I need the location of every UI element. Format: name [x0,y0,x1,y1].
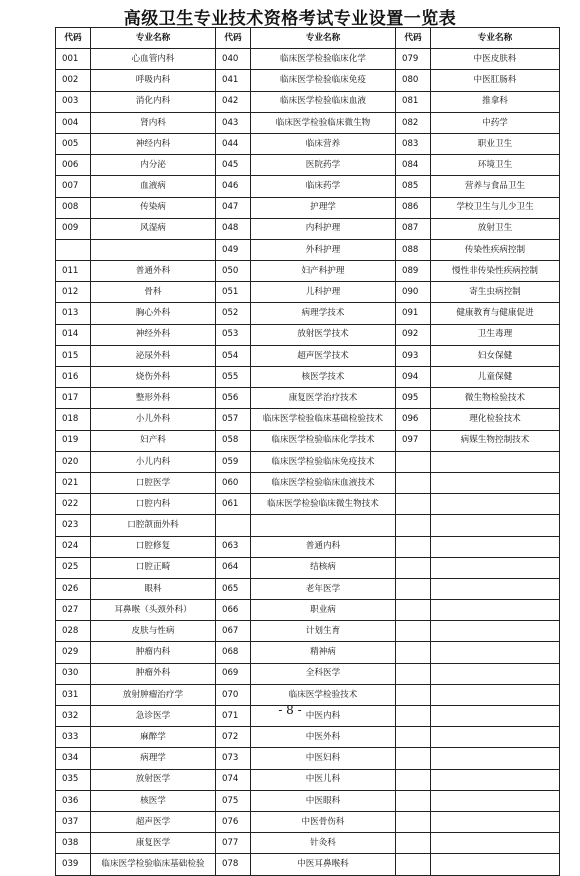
table-row [56,790,560,811]
header-code: 代码 [56,28,91,49]
specialty-name-cell: 超声医学 [91,811,216,832]
code-cell: 096 [396,409,431,430]
table-row [56,769,560,790]
table-row [56,324,560,345]
code-cell [396,451,431,472]
specialty-name-cell: 儿童保健 [431,367,560,388]
specialty-name-cell [431,621,560,642]
table-row [56,430,560,451]
specialty-name-cell: 普通内科 [251,536,396,557]
code-cell [216,515,251,536]
specialty-name-cell: 临床医学检验临床基础检验 [91,854,216,875]
code-cell: 081 [396,91,431,112]
specialty-name-cell: 神经外科 [91,324,216,345]
specialty-name-cell: 病理学技术 [251,303,396,324]
specialty-name-cell: 营养与食品卫生 [431,176,560,197]
table-row [56,472,560,493]
code-cell: 028 [56,621,91,642]
code-cell: 087 [396,218,431,239]
code-cell: 034 [56,748,91,769]
specialty-name-cell [251,515,396,536]
code-cell: 014 [56,324,91,345]
table-row [56,578,560,599]
specialty-name-cell [431,727,560,748]
code-cell: 073 [216,748,251,769]
specialty-name-cell: 妇女保健 [431,345,560,366]
code-cell: 045 [216,155,251,176]
specialty-name-cell [431,790,560,811]
code-cell [396,811,431,832]
code-cell: 049 [216,239,251,260]
specialty-name-cell: 普通外科 [91,261,216,282]
specialty-name-cell: 肿瘤内科 [91,642,216,663]
specialty-name-cell: 临床药学 [251,176,396,197]
code-cell: 074 [216,769,251,790]
code-cell: 078 [216,854,251,875]
code-cell: 069 [216,663,251,684]
code-cell: 080 [396,70,431,91]
specialty-name-cell: 口腔修复 [91,536,216,557]
specialty-name-cell: 学校卫生与儿少卫生 [431,197,560,218]
table-row [56,91,560,112]
table-row [56,345,560,366]
code-cell: 015 [56,345,91,366]
code-cell: 013 [56,303,91,324]
code-cell: 058 [216,430,251,451]
code-cell [396,515,431,536]
code-cell: 021 [56,472,91,493]
specialty-name-cell: 放射卫生 [431,218,560,239]
specialty-name-cell: 临床医学检验临床血液技术 [251,472,396,493]
code-cell: 057 [216,409,251,430]
code-cell: 077 [216,833,251,854]
code-cell: 048 [216,218,251,239]
table-row [56,515,560,536]
specialty-name-cell: 血液病 [91,176,216,197]
code-cell: 042 [216,91,251,112]
table-row [56,133,560,154]
code-cell: 047 [216,197,251,218]
specialty-name-cell: 老年医学 [251,578,396,599]
table-row [56,261,560,282]
specialty-name-cell: 病理学 [91,748,216,769]
specialty-name-cell [431,494,560,515]
code-cell: 025 [56,557,91,578]
code-cell: 037 [56,811,91,832]
code-cell: 008 [56,197,91,218]
specialty-name-cell [431,748,560,769]
code-cell: 035 [56,769,91,790]
code-cell [396,600,431,621]
code-cell: 040 [216,49,251,70]
specialty-name-cell: 妇产科护理 [251,261,396,282]
code-cell [396,833,431,854]
header-code: 代码 [396,28,431,49]
specialty-name-cell [431,854,560,875]
specialty-name-cell: 口腔颌面外科 [91,515,216,536]
code-cell: 026 [56,578,91,599]
code-cell: 090 [396,282,431,303]
code-cell: 056 [216,388,251,409]
table-row [56,367,560,388]
code-cell: 072 [216,727,251,748]
specialty-name-cell: 针灸科 [251,833,396,854]
code-cell: 097 [396,430,431,451]
specialty-name-cell: 胸心外科 [91,303,216,324]
table-header-row [56,28,560,49]
specialty-name-cell [431,811,560,832]
header-code: 代码 [216,28,251,49]
table-row [56,536,560,557]
specialty-name-cell: 心血管内科 [91,49,216,70]
code-cell: 038 [56,833,91,854]
table-row [56,218,560,239]
specialty-table [55,27,560,876]
specialty-name-cell: 临床医学检验临床化学技术 [251,430,396,451]
code-cell: 055 [216,367,251,388]
specialty-name-cell: 中医骨伤科 [251,811,396,832]
specialty-name-cell [431,578,560,599]
code-cell: 016 [56,367,91,388]
specialty-name-cell: 微生物检验技术 [431,388,560,409]
code-cell: 083 [396,133,431,154]
specialty-name-cell: 病媒生物控制技术 [431,430,560,451]
specialty-name-cell: 临床医学检验临床化学 [251,49,396,70]
specialty-name-cell: 推拿科 [431,91,560,112]
specialty-name-cell: 临床医学检验临床血液 [251,91,396,112]
code-cell: 061 [216,494,251,515]
code-cell: 031 [56,684,91,705]
header-name: 专业名称 [91,28,216,49]
specialty-name-cell: 结核病 [251,557,396,578]
specialty-name-cell: 全科医学 [251,663,396,684]
code-cell: 019 [56,430,91,451]
specialty-name-cell: 职业卫生 [431,133,560,154]
specialty-name-cell: 康复医学治疗技术 [251,388,396,409]
specialty-name-cell: 耳鼻喉（头颈外科） [91,600,216,621]
code-cell: 091 [396,303,431,324]
code-cell: 075 [216,790,251,811]
code-cell: 012 [56,282,91,303]
specialty-name-cell [431,833,560,854]
specialty-name-cell [431,451,560,472]
specialty-name-cell: 泌尿外科 [91,345,216,366]
specialty-name-cell: 急诊医学 [91,706,216,727]
code-cell: 088 [396,239,431,260]
specialty-name-cell: 精神病 [251,642,396,663]
specialty-name-cell: 护理学 [251,197,396,218]
code-cell: 046 [216,176,251,197]
specialty-name-cell: 中药学 [431,112,560,133]
table-row [56,155,560,176]
header-name: 专业名称 [251,28,396,49]
code-cell [396,536,431,557]
specialty-name-cell: 口腔医学 [91,472,216,493]
specialty-name-cell: 骨科 [91,282,216,303]
code-cell: 017 [56,388,91,409]
code-cell [396,621,431,642]
specialty-name-cell: 临床医学检验临床免疫技术 [251,451,396,472]
specialty-name-cell [431,663,560,684]
code-cell: 054 [216,345,251,366]
table-row [56,811,560,832]
code-cell [396,769,431,790]
code-cell [396,727,431,748]
code-cell: 094 [396,367,431,388]
specialty-name-cell [431,472,560,493]
specialty-name-cell: 内科护理 [251,218,396,239]
specialty-name-cell [431,536,560,557]
code-cell: 007 [56,176,91,197]
code-cell [396,642,431,663]
specialty-name-cell [431,769,560,790]
code-cell: 030 [56,663,91,684]
page-title: 高级卫生专业技术资格考试专业设置一览表 [123,9,457,29]
specialty-name-cell: 核医学 [91,790,216,811]
table-row [56,748,560,769]
specialty-name-cell: 卫生毒理 [431,324,560,345]
specialty-name-cell: 寄生虫病控制 [431,282,560,303]
code-cell: 001 [56,49,91,70]
table-row [56,600,560,621]
specialty-name-cell: 外科护理 [251,239,396,260]
table-row [56,854,560,875]
specialty-name-cell: 皮肤与性病 [91,621,216,642]
code-cell [56,239,91,260]
code-cell: 006 [56,155,91,176]
code-cell: 018 [56,409,91,430]
specialty-name-cell: 口腔内科 [91,494,216,515]
code-cell: 039 [56,854,91,875]
code-cell: 071 [216,706,251,727]
code-cell: 085 [396,176,431,197]
table-row [56,621,560,642]
specialty-name-cell [431,600,560,621]
table-row [56,282,560,303]
code-cell [396,854,431,875]
specialty-name-cell: 慢性非传染性疾病控制 [431,261,560,282]
code-cell: 033 [56,727,91,748]
specialty-name-cell: 小儿外科 [91,409,216,430]
specialty-name-cell: 职业病 [251,600,396,621]
page-number: - 8 - [278,703,302,717]
table-row [56,197,560,218]
code-cell: 011 [56,261,91,282]
specialty-name-cell: 中医眼科 [251,790,396,811]
specialty-name-cell: 康复医学 [91,833,216,854]
specialty-name-cell: 临床医学检验临床基础检验技术 [251,409,396,430]
code-cell: 092 [396,324,431,345]
code-cell: 068 [216,642,251,663]
code-cell: 004 [56,112,91,133]
code-cell: 041 [216,70,251,91]
specialty-name-cell: 肾内科 [91,112,216,133]
specialty-name-cell: 核医学技术 [251,367,396,388]
code-cell: 005 [56,133,91,154]
specialty-name-cell: 健康教育与健康促进 [431,303,560,324]
code-cell: 067 [216,621,251,642]
specialty-name-cell: 口腔正畸 [91,557,216,578]
code-cell: 029 [56,642,91,663]
code-cell: 044 [216,133,251,154]
specialty-name-cell: 整形外科 [91,388,216,409]
specialty-name-cell: 儿科护理 [251,282,396,303]
code-cell: 052 [216,303,251,324]
code-cell: 043 [216,112,251,133]
specialty-name-cell: 风湿病 [91,218,216,239]
code-cell: 060 [216,472,251,493]
code-cell: 064 [216,557,251,578]
code-cell: 086 [396,197,431,218]
code-cell: 070 [216,684,251,705]
table-row [56,49,560,70]
specialty-name-cell: 临床医学检验临床微生物 [251,112,396,133]
code-cell: 027 [56,600,91,621]
specialty-name-cell [431,515,560,536]
specialty-name-cell: 临床医学检验临床微生物技术 [251,494,396,515]
specialty-name-cell: 中医内科 [251,706,396,727]
table-row [56,70,560,91]
specialty-name-cell [91,239,216,260]
code-cell: 023 [56,515,91,536]
table-row [56,409,560,430]
specialty-name-cell: 消化内科 [91,91,216,112]
specialty-name-cell: 眼科 [91,578,216,599]
code-cell [396,748,431,769]
specialty-name-cell: 麻醉学 [91,727,216,748]
specialty-name-cell: 中医儿科 [251,769,396,790]
specialty-name-cell: 中医耳鼻喉科 [251,854,396,875]
code-cell [396,472,431,493]
code-cell [396,578,431,599]
code-cell: 036 [56,790,91,811]
specialty-name-cell: 超声医学技术 [251,345,396,366]
table-row [56,451,560,472]
code-cell: 095 [396,388,431,409]
code-cell: 079 [396,49,431,70]
specialty-name-cell: 中医外科 [251,727,396,748]
code-cell: 022 [56,494,91,515]
code-cell: 024 [56,536,91,557]
code-cell: 076 [216,811,251,832]
table-row [56,557,560,578]
code-cell [396,663,431,684]
code-cell [396,557,431,578]
code-cell: 051 [216,282,251,303]
specialty-name-cell: 传染性疾病控制 [431,239,560,260]
table-row [56,388,560,409]
specialty-name-cell: 计划生育 [251,621,396,642]
code-cell: 063 [216,536,251,557]
specialty-name-cell [431,557,560,578]
specialty-name-cell: 理化检验技术 [431,409,560,430]
specialty-name-cell: 中医肛肠科 [431,70,560,91]
code-cell: 032 [56,706,91,727]
specialty-name-cell: 神经内科 [91,133,216,154]
code-cell: 093 [396,345,431,366]
specialty-name-cell: 环境卫生 [431,155,560,176]
table-row [56,494,560,515]
table-row [56,176,560,197]
code-cell: 050 [216,261,251,282]
header-name: 专业名称 [431,28,560,49]
code-cell: 082 [396,112,431,133]
table-row [56,303,560,324]
table-row [56,727,560,748]
code-cell: 020 [56,451,91,472]
code-cell: 059 [216,451,251,472]
specialty-name-cell: 中医皮肤科 [431,49,560,70]
specialty-name-cell: 小儿内科 [91,451,216,472]
table-row [56,239,560,260]
code-cell: 003 [56,91,91,112]
specialty-name-cell: 临床营养 [251,133,396,154]
specialty-name-cell: 放射肿瘤治疗学 [91,684,216,705]
specialty-name-cell [431,642,560,663]
table-row [56,642,560,663]
specialty-name-cell: 临床医学检验临床免疫 [251,70,396,91]
code-cell [396,790,431,811]
code-cell: 066 [216,600,251,621]
code-cell: 009 [56,218,91,239]
specialty-name-cell: 妇产科 [91,430,216,451]
specialty-name-cell: 内分泌 [91,155,216,176]
code-cell: 065 [216,578,251,599]
code-cell: 084 [396,155,431,176]
specialty-name-cell: 放射医学 [91,769,216,790]
specialty-name-cell: 临床医学检验技术 [251,684,396,705]
specialty-name-cell: 中医妇科 [251,748,396,769]
specialty-name-cell: 呼吸内科 [91,70,216,91]
code-cell: 002 [56,70,91,91]
table-row [56,112,560,133]
specialty-name-cell: 传染病 [91,197,216,218]
code-cell: 089 [396,261,431,282]
table-row [56,833,560,854]
specialty-name-cell: 放射医学技术 [251,324,396,345]
specialty-name-cell: 肿瘤外科 [91,663,216,684]
code-cell [396,494,431,515]
code-cell: 053 [216,324,251,345]
table-row [56,663,560,684]
specialty-name-cell: 医院药学 [251,155,396,176]
specialty-name-cell: 烧伤外科 [91,367,216,388]
